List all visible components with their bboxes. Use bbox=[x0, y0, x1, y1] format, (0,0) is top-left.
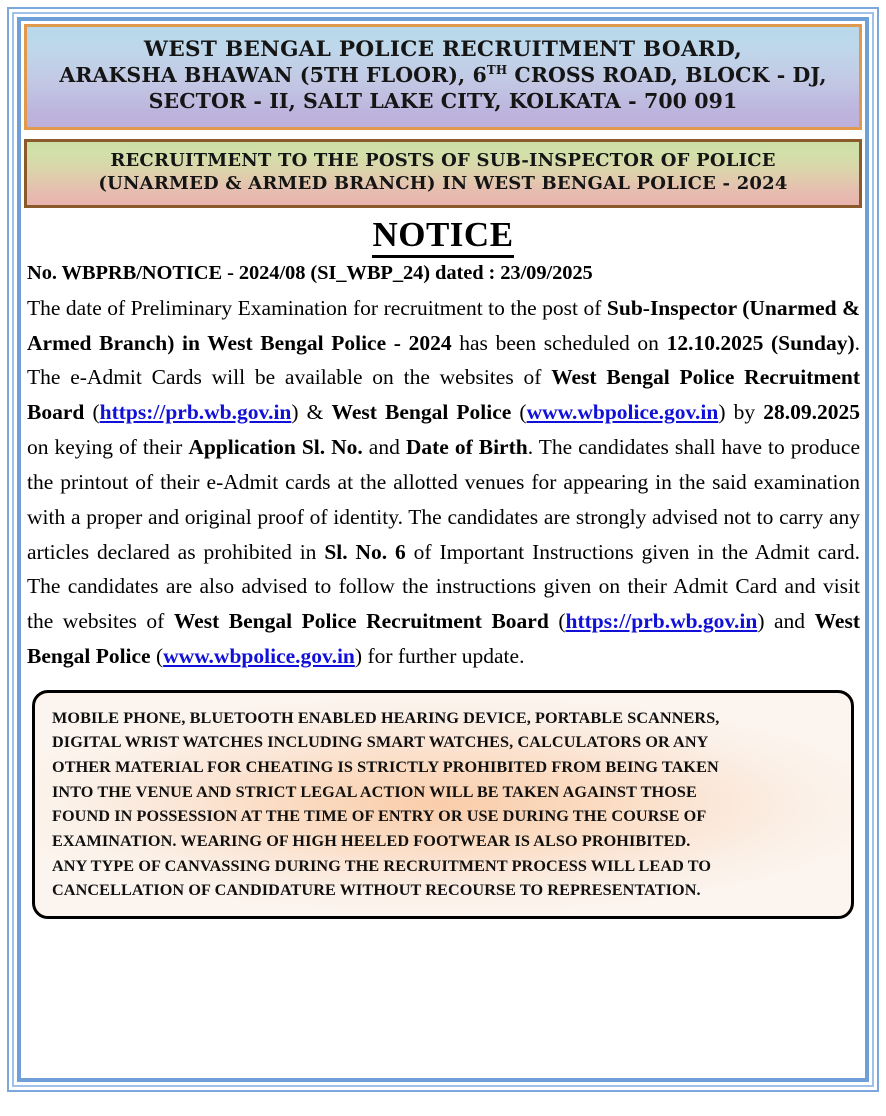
notice-title-text: NOTICE bbox=[372, 215, 513, 258]
body-text: ( bbox=[150, 643, 164, 668]
body-emphasis: 28.09.2025 bbox=[763, 400, 860, 425]
subject-line-1: RECRUITMENT TO THE POSTS OF SUB-INSPECTOR OF POLICE bbox=[110, 149, 776, 171]
body-emphasis: West Bengal Police Recruitment Board bbox=[27, 365, 860, 425]
warning-line: OTHER MATERIAL FOR CHEATING IS STRICTLY PROHIBITED FROM BEING TAKEN bbox=[52, 758, 719, 777]
page-title bbox=[24, 215, 862, 254]
notice-reference-number: No. WBPRB/NOTICE - 2024/08 (SI_WBP_24) dated : 23/09/2025 bbox=[27, 261, 593, 284]
body-emphasis: West Bengal Police Recruitment Board bbox=[173, 609, 549, 634]
subject-header-box bbox=[24, 139, 862, 208]
website-link[interactable]: www.wbpolice.gov.in bbox=[163, 643, 355, 668]
body-text: ) for further update. bbox=[354, 643, 525, 668]
body-text: of Important Instructions given in the Admit card. The candidates are also advised to follow the instructions given on their Admit Card and visit the websites of bbox=[27, 539, 860, 634]
warning-line: CANCELLATION OF CANDIDATURE WITHOUT RECOURSE TO REPRESENTATION. bbox=[52, 881, 701, 900]
body-text: ( bbox=[511, 400, 527, 425]
body-text: ) by bbox=[718, 400, 764, 425]
warning-line: INTO THE VENUE AND STRICT LEGAL ACTION WILL BE TAKEN AGAINST THOSE bbox=[52, 782, 697, 801]
board-address-line-2: SECTOR - II, SALT LAKE CITY, KOLKATA - 700 091 bbox=[148, 88, 738, 113]
board-header-box bbox=[24, 24, 862, 130]
website-link[interactable]: https://prb.wb.gov.in bbox=[99, 400, 292, 425]
body-emphasis: West Bengal Police bbox=[27, 609, 860, 668]
body-text: ) & bbox=[291, 400, 332, 425]
body-emphasis: Sl. No. 6 bbox=[324, 539, 406, 564]
warning-line: MOBILE PHONE, BLUETOOTH ENABLED HEARING DEVICE, PORTABLE SCANNERS, bbox=[52, 708, 720, 727]
prohibited-items-warning-box bbox=[32, 690, 854, 919]
board-name: WEST BENGAL POLICE RECRUITMENT BOARD, bbox=[143, 37, 743, 62]
board-address-line-1 bbox=[37, 63, 849, 89]
subject-line-2: (UNARMED & ARMED BRANCH) IN WEST BENGAL POLICE - 2024 bbox=[98, 173, 788, 195]
warning-line: EXAMINATION. WEARING OF HIGH HEELED FOOTWEAR IS ALSO PROHIBITED. bbox=[52, 831, 691, 850]
body-text: ( bbox=[548, 609, 566, 634]
website-link[interactable]: www.wbpolice.gov.in bbox=[526, 400, 719, 425]
body-text: ) and bbox=[757, 609, 815, 634]
warning-line: DIGITAL WRIST WATCHES INCLUDING SMART WATCHES, CALCULATORS OR ANY bbox=[52, 733, 709, 752]
body-text: has been scheduled on bbox=[451, 330, 667, 355]
body-text: The date of Preliminary Examination for recruitment to the post of bbox=[27, 295, 607, 320]
notice-body-paragraph bbox=[27, 291, 860, 674]
body-emphasis: West Bengal Police bbox=[331, 400, 512, 425]
notice-content bbox=[24, 24, 862, 1075]
website-link[interactable]: https://prb.wb.gov.in bbox=[565, 609, 758, 634]
body-text: . The candidates shall have to produce the printout of their e-Admit cards at the allotted venues for appearing in the said examination with a proper and original proof of identity. The candidates are strongly advised not to carry any articles declared as prohibited in bbox=[27, 435, 861, 564]
board-address-post: CROSS ROAD, BLOCK - DJ, bbox=[507, 63, 827, 88]
warning-line: ANY TYPE OF CANVASSING DURING THE RECRUITMENT PROCESS WILL LEAD TO bbox=[52, 856, 712, 875]
body-text: ( bbox=[84, 400, 100, 425]
body-text: and bbox=[362, 435, 406, 460]
warning-line: FOUND IN POSSESSION AT THE TIME OF ENTRY OR USE DURING THE COURSE OF bbox=[52, 807, 707, 826]
body-text: on keying of their bbox=[27, 435, 189, 460]
body-emphasis: Date of Birth bbox=[405, 435, 528, 460]
body-emphasis: Application Sl. No. bbox=[188, 435, 363, 460]
body-text: . The e-Admit Cards will be available on the websites of bbox=[27, 330, 861, 390]
body-emphasis: 12.10.2025 (Sunday) bbox=[666, 330, 855, 355]
ordinal-suffix: TH bbox=[486, 63, 508, 78]
board-address-pre: ARAKSHA BHAWAN (5TH FLOOR), 6 bbox=[59, 63, 487, 88]
body-emphasis: Sub-Inspector (Unarmed & Armed Branch) in West Bengal Police - 2024 bbox=[27, 295, 860, 355]
